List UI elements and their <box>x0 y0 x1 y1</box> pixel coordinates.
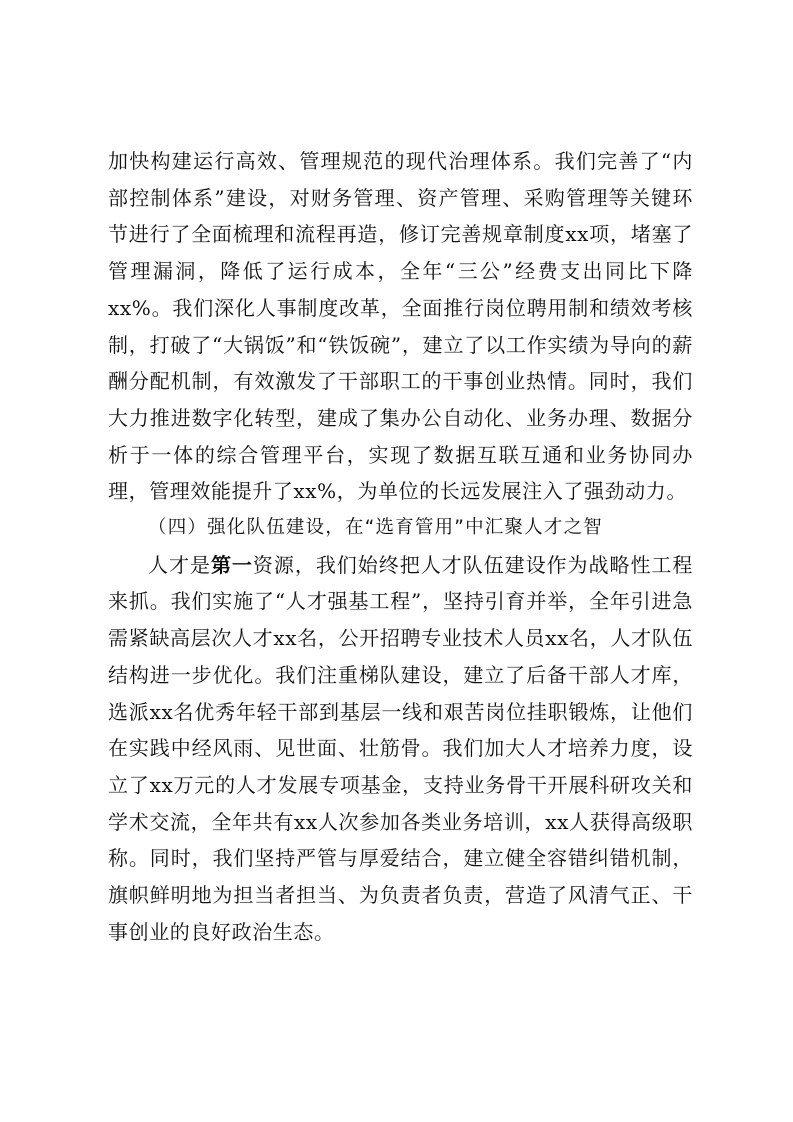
paragraph-talent-start: 人才是 <box>148 552 211 577</box>
section-heading-four: （四）强化队伍建设，在“选育管用”中汇聚人才之智 <box>148 517 603 539</box>
paragraph-governance: 加快构建运行高效、管理规范的现代治理体系。我们完善了“内部控制体系”建设，对财务管理、资产管理、采购管理等关键环节进行了全面梳理和流程再造，修订完善规章制度xx项，堵塞了管理漏洞，降低了运行成本，全年“三公”经费支出同比下降xx%。我们深化人事制度改革，全面推行岗位聘用制和绩效考核制，打破了“大锅饭”和“铁饭碗”，建立了以工作实绩为导向的薪酬分配机制，有效激发了干部职工的干事创业热情。同时，我们大力推进数字化转型，建成了集办公自动化、业务办理、数据分析于一体的综合管理平台，实现了数据互联互通和业务协同办理，管理效能提升了xx%，为单位的长远发展注入了强劲动力。 <box>108 149 693 504</box>
paragraph-talent <box>108 547 693 951</box>
document-body <box>108 143 693 950</box>
paragraph-talent-rest: 资源，我们始终把人才队伍建设作为战略性工程来抓。我们实施了“人才强基工程”，坚持引育并举，全年引进急需紧缺高层次人才xx名，公开招聘专业技术人员xx名，人才队伍结构进一步优化。我们注重梯队建设，建立了后备干部人才库，选派xx名优秀年轻干部到基层一线和艰苦岗位挂职锻炼，让他们在实践中经风雨、见世面、壮筋骨。我们加大人才培养力度，设立了xx万元的人才发展专项基金，支持业务骨干开展科研攻关和学术交流，全年共有xx人次参加各类业务培训，xx人获得高级职称。同时，我们坚持严管与厚爱结合，建立健全容错纠错机制，旗帜鲜明地为担当者担当、为负责者负责，营造了风清气正、干事创业的良好政治生态。 <box>108 552 693 944</box>
paragraph-talent-emphasis: 第一 <box>210 552 253 577</box>
